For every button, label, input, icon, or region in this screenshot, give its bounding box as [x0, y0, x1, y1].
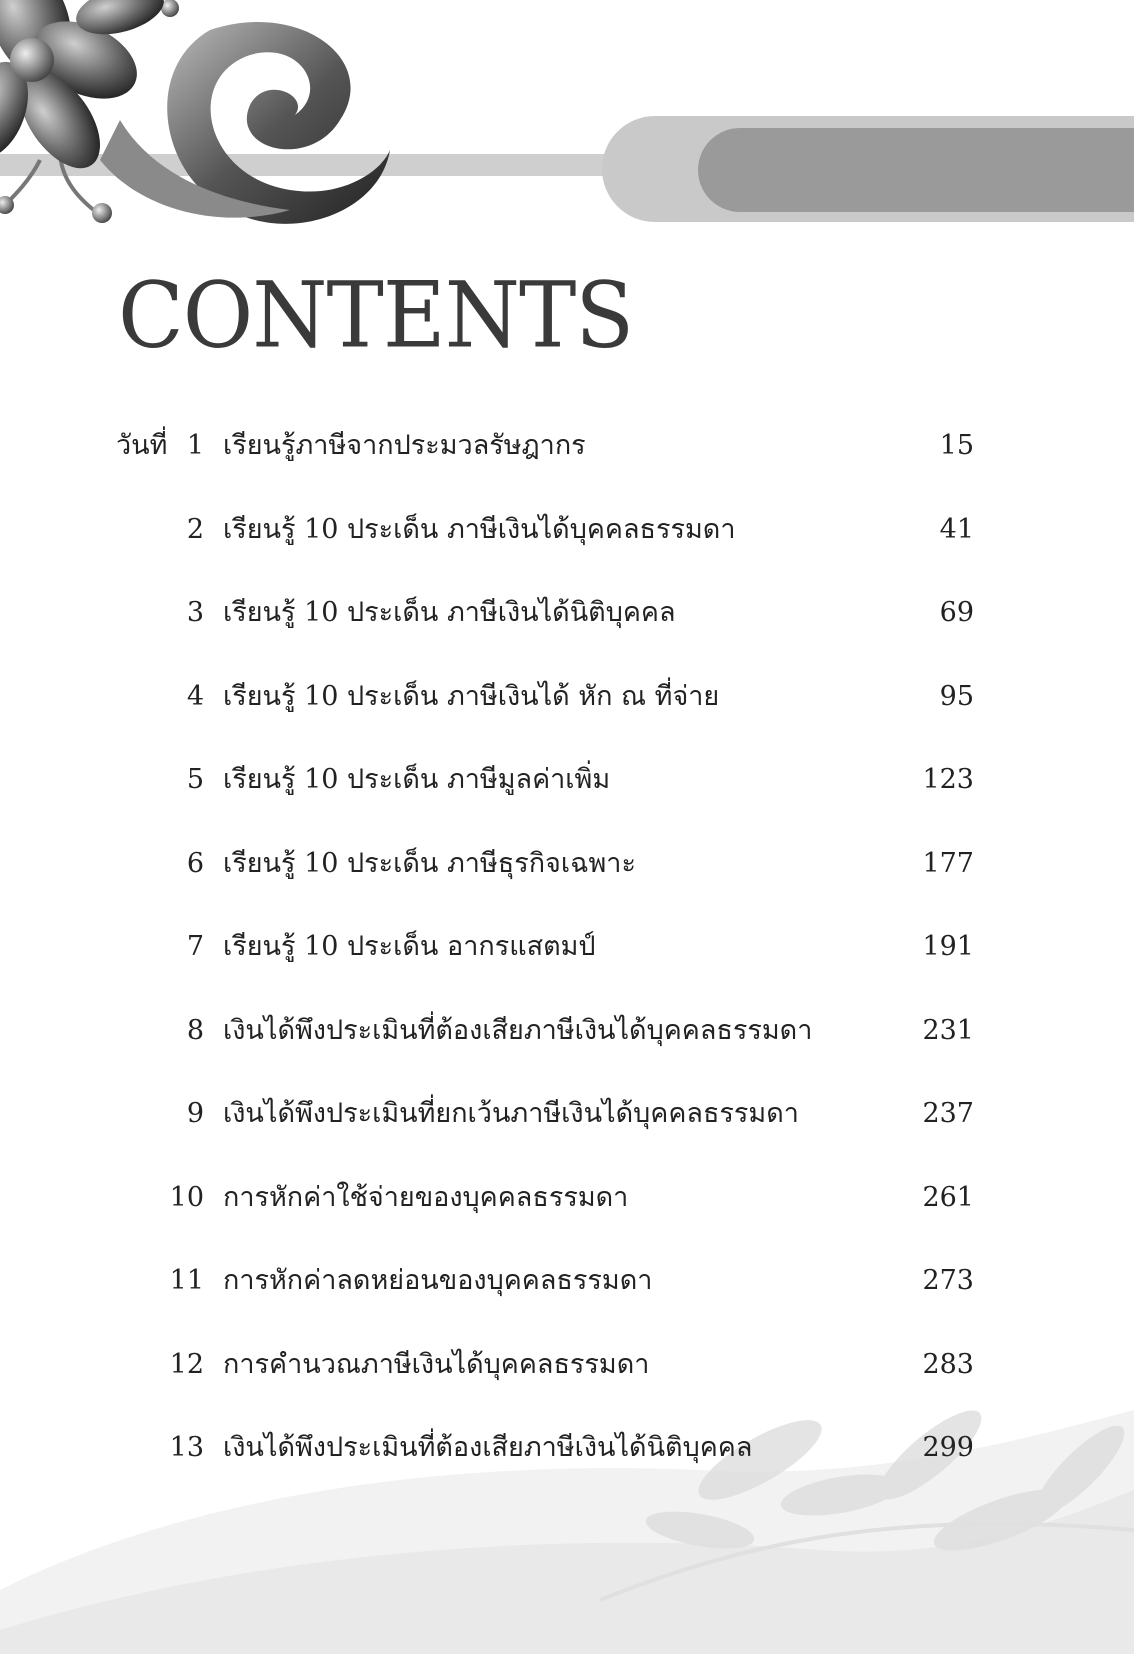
- toc-entry-13[interactable]: [0, 1420, 1134, 1504]
- entry-page: 41: [939, 513, 974, 545]
- entry-title: เรียนรู้ 10 ประเด็น ภาษีมูลค่าเพิ่ม: [223, 764, 611, 795]
- toc-entry-3[interactable]: [0, 585, 1134, 669]
- toc-entry-11[interactable]: [0, 1253, 1134, 1337]
- toc-entry-8[interactable]: [0, 1003, 1134, 1087]
- entry-page: 237: [922, 1098, 974, 1129]
- toc-entry-6[interactable]: [0, 836, 1134, 920]
- table-of-contents: [0, 418, 1134, 1504]
- entry-page: 191: [922, 931, 974, 962]
- entry-number: 4: [186, 680, 204, 712]
- entry-number: 5: [186, 764, 204, 795]
- entry-number: 6: [186, 847, 204, 879]
- entry-page: 95: [939, 680, 974, 712]
- entry-page: 261: [922, 1181, 974, 1213]
- entry-title: เรียนรู้ 10 ประเด็น ภาษีเงินได้บุคคลธรรมดา: [223, 513, 736, 545]
- day-label: วันที่: [116, 430, 168, 461]
- entry-number: 2: [186, 513, 204, 545]
- entry-number: 10: [169, 1181, 204, 1213]
- entry-title: เงินได้พึงประเมินที่ต้องเสียภาษีเงินได้นิติบุคคล: [223, 1432, 753, 1463]
- entry-page: 15: [939, 430, 974, 461]
- entry-number: 1: [186, 430, 204, 461]
- toc-entry-2[interactable]: [0, 502, 1134, 586]
- toc-entry-9[interactable]: [0, 1086, 1134, 1170]
- entry-number: 3: [186, 597, 204, 628]
- toc-entry-4[interactable]: [0, 669, 1134, 753]
- entry-number: 13: [169, 1432, 204, 1463]
- entry-page: 69: [939, 597, 974, 628]
- toc-entry-10[interactable]: [0, 1170, 1134, 1254]
- entry-title: เรียนรู้ 10 ประเด็น ภาษีเงินได้ หัก ณ ที่จ่าย: [223, 680, 720, 712]
- entry-number: 7: [186, 931, 204, 962]
- entry-number: 11: [169, 1265, 204, 1296]
- toc-entry-1[interactable]: [0, 418, 1134, 502]
- entry-page: 299: [922, 1432, 974, 1463]
- entry-title: เงินได้พึงประเมินที่ยกเว้นภาษีเงินได้บุคคลธรรมดา: [223, 1098, 799, 1129]
- entry-number: 12: [169, 1348, 204, 1380]
- entry-page: 273: [922, 1265, 974, 1296]
- entry-title: การหักค่าใช้จ่ายของบุคคลธรรมดา: [223, 1181, 629, 1213]
- entry-title: เรียนรู้ 10 ประเด็น อากรแสตมป์: [223, 931, 596, 962]
- entry-title: การคำนวณภาษีเงินได้บุคคลธรรมดา: [223, 1348, 650, 1380]
- entry-title: เรียนรู้ 10 ประเด็น ภาษีเงินได้นิติบุคคล: [223, 597, 676, 628]
- entry-title: เรียนรู้ภาษีจากประมวลรัษฎากร: [223, 430, 586, 461]
- entry-page: 231: [922, 1014, 974, 1046]
- entry-page: 123: [922, 764, 974, 795]
- header-ornament: [0, 0, 1134, 240]
- entry-title: เงินได้พึงประเมินที่ต้องเสียภาษีเงินได้บุคคลธรรมดา: [223, 1014, 813, 1046]
- toc-entry-12[interactable]: [0, 1337, 1134, 1421]
- entry-page: 283: [922, 1348, 974, 1380]
- entry-number: 8: [186, 1014, 204, 1046]
- toc-entry-5[interactable]: [0, 752, 1134, 836]
- toc-entry-7[interactable]: [0, 919, 1134, 1003]
- entry-title: การหักค่าลดหย่อนของบุคคลธรรมดา: [223, 1265, 653, 1296]
- entry-title: เรียนรู้ 10 ประเด็น ภาษีธุรกิจเฉพาะ: [223, 847, 636, 879]
- entry-page: 177: [922, 847, 974, 879]
- page-title: CONTENTS: [118, 262, 634, 369]
- entry-number: 9: [186, 1098, 204, 1129]
